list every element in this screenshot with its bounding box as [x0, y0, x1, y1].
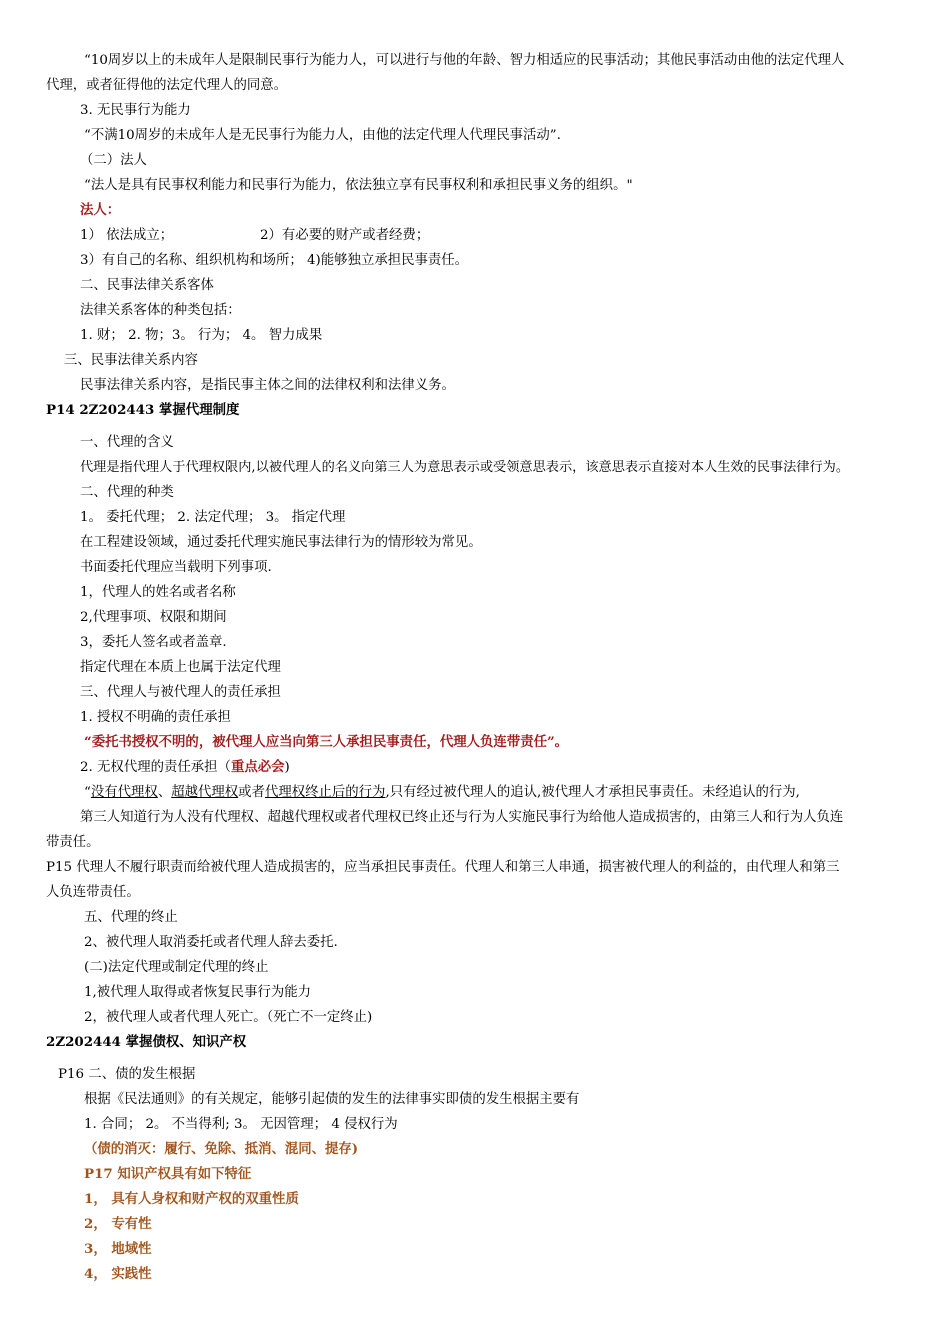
list-item: 1,被代理人取得或者恢复民事行为能力: [84, 985, 312, 1000]
emphasis-line: “委托书授权不明的，被代理人应当向第三人承担民事责任，代理人负连带责任”。: [84, 734, 569, 750]
text-segment: ): [284, 760, 290, 775]
text-line: 1. 授权不明确的责任承担: [80, 710, 231, 725]
list-item: 1. 财； 2. 物；3。 行为； 4。 智力成果: [80, 328, 323, 343]
emphasis-heading: 法人：: [80, 202, 121, 218]
text-line: 2、被代理人取消委托或者代理人辞去委托.: [84, 935, 338, 950]
text-line: P15 代理人不履行职责而给被代理人造成损害的，应当承担民事责任。代理人和第三人串通，损害被代理人的利益的，由代理人和第三: [46, 860, 840, 875]
text-segment: 2. 无权代理的责任承担（: [80, 760, 231, 775]
text-line: 指定代理在本质上也属于法定代理: [80, 660, 281, 675]
text-line: 在工程建设领域，通过委托代理实施民事法律行为的情形较为常见。: [80, 535, 482, 550]
text-line: “10周岁以上的未成年人是限制民事行为能力人，可以进行与他的年龄、智力相适应的民事活动；其他民事活动由他的法定代理人: [84, 53, 845, 68]
text-line: “不满10周岁的未成年人是无民事行为能力人，由他的法定代理人代理民事活动”.: [84, 128, 561, 143]
text-segment: “: [84, 785, 91, 800]
text-segment: ,只有经过被代理人的追认,被代理人才承担民事责任。未经追认的行为,: [385, 785, 800, 800]
text-line: 3. 无民事行为能力: [80, 103, 191, 118]
text-line: 代理，或者征得他的法定代理人的同意。: [46, 78, 288, 93]
list-item: 2，被代理人或者代理人死亡。（死亡不一定终止): [84, 1010, 373, 1025]
text-line: [84, 786, 800, 799]
emphasis-heading: P17 知识产权具有如下特征: [84, 1166, 252, 1182]
key-point-badge: 重点必会: [230, 759, 285, 775]
section-heading: 五、代理的终止: [84, 910, 178, 925]
text-line: 第三人知道行为人没有代理权、超越代理权或者代理权已终止还与行为人实施民事行为给他人造成损害的，由第三人和行为人负连: [80, 810, 844, 825]
text-line: 带责任。: [46, 835, 100, 850]
section-heading: 三、民事法律关系内容: [64, 353, 198, 368]
emphasis-line: （债的消灭：履行、免除、抵消、混同、提存): [84, 1141, 359, 1157]
list-item: 3，委托人签名或者盖章.: [80, 635, 227, 650]
list-item: 1） 依法成立；: [80, 228, 174, 243]
list-item: 1. 合同； 2。 不当得利; 3。 无因管理； 4 侵权行为: [84, 1117, 398, 1132]
text-segment: 、: [157, 785, 172, 800]
list-item: 3）有自己的名称、组织机构和场所； 4)能够独立承担民事责任。: [80, 253, 469, 268]
underlined-term: 代理权终止后的行为: [264, 785, 386, 800]
text-line: 法律关系客体的种类包括：: [80, 303, 241, 318]
text-line: 民事法律关系内容，是指民事主体之间的法律权利和法律义务。: [80, 378, 455, 393]
underlined-term: 没有代理权: [90, 785, 158, 800]
text-line: 根据《民法通则》的有关规定，能够引起债的发生的法律事实即债的发生根据主要有: [84, 1092, 580, 1107]
text-line: 书面委托代理应当载明下列事项.: [80, 560, 272, 575]
section-heading: 一、代理的含义: [80, 435, 174, 450]
text-line: “法人是具有民事权利能力和民事行为能力，依法独立享有民事权利和承担民事义务的组织。": [84, 178, 633, 193]
section-heading: 三、代理人与被代理人的责任承担: [80, 685, 281, 700]
section-heading: (二)法定代理或制定代理的终止: [84, 960, 269, 975]
chapter-heading: 2Z202444 掌握债权、知识产权: [46, 1034, 247, 1050]
chapter-heading: P14 2Z202443 掌握代理制度: [46, 402, 240, 418]
list-item: 1，代理人的姓名或者名称: [80, 585, 236, 600]
section-heading: （二）法人: [80, 153, 147, 168]
text-line: 代理是指代理人于代理权限内,以被代理人的名义向第三人为意思表示或受领意思表示，该意思表示直接对本人生效的民事法律行为。: [80, 460, 850, 475]
list-item: 4， 实践性: [84, 1266, 152, 1282]
section-heading: 二、民事法律关系客体: [80, 278, 214, 293]
underlined-term: 超越代理权: [171, 785, 239, 800]
text-line: 人负连带责任。: [46, 885, 140, 900]
text-line: [80, 761, 290, 774]
list-item: 1， 具有人身权和财产权的双重性质: [84, 1191, 299, 1207]
list-item: 2,代理事项、权限和期间: [80, 610, 227, 625]
list-item: 3， 地域性: [84, 1241, 152, 1257]
list-item: 1。 委托代理； 2. 法定代理； 3。 指定代理: [80, 510, 346, 525]
section-heading: 二、代理的种类: [80, 485, 174, 500]
text-segment: 或者: [238, 785, 265, 800]
section-heading: P16 二、债的发生根据: [58, 1067, 196, 1082]
list-item: 2）有必要的财产或者经费；: [260, 228, 430, 243]
list-item: 2， 专有性: [84, 1216, 152, 1232]
